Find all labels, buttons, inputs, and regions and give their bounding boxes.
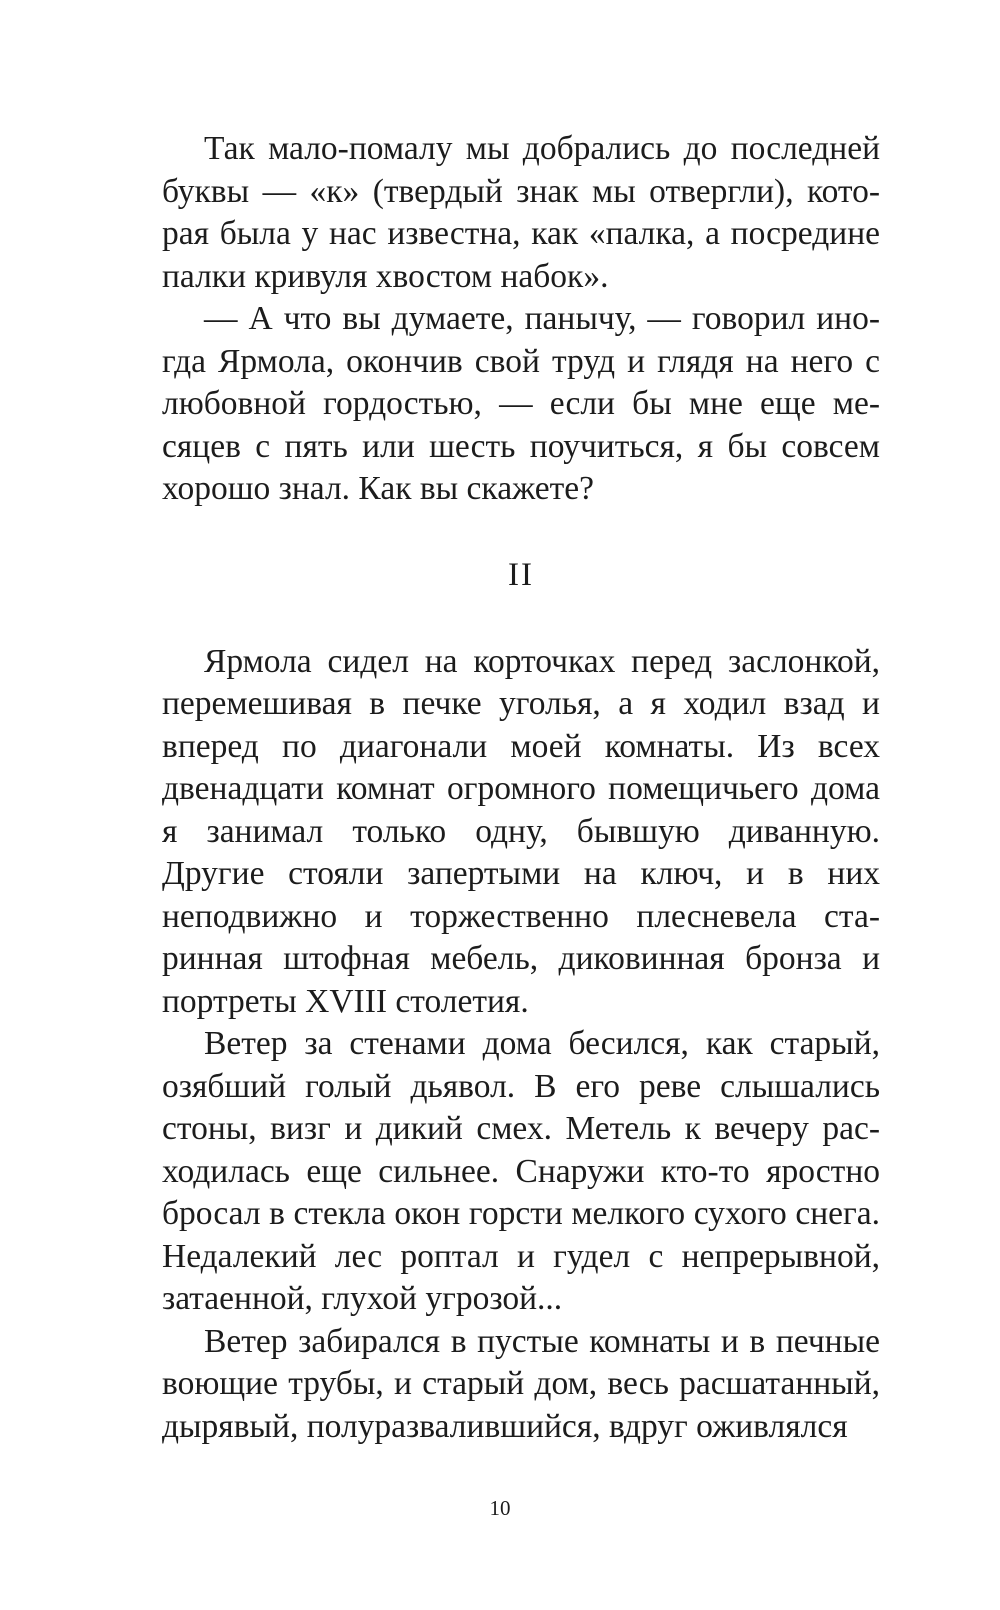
paragraph-alphabet-last-letter: Так мало-помалу мы добрались до последней буквы — «к» (твердый знак мы отвергли), которая была у нас известна, как «палка, а посредине палки кривуля хвостом набок». <box>162 130 880 295</box>
page-number: 10 <box>489 1496 511 1520</box>
paragraph-yarmola-question: — А что вы думаете, панычу, — говорил иногда Ярмола, окончив свой труд и глядя на него с любовной гордостью, — если бы мне еще месяцев с пять или шесть поучиться, я бы совсем хорошо знал. Как вы скажете? <box>162 300 880 507</box>
paragraph-wind-house: Ветер забирался в пустые комнаты и в печные воющие трубы, и старый дом, весь расшатанный, дырявый, полуразвалившийся, вдруг оживлялся <box>162 1322 880 1445</box>
paragraph-wind-storm: Ветер за стенами дома бесился, как старый, озябший голый дьявол. В его реве слышались стоны, визг и дикий смех. Метель к вечеру расходилась еще сильнее. Снаружи кто-то яростно бросал в стекла окон горсти мелкого сухого снега. Недалекий лес роптал и гудел с непрерывной, затаенной, глухой угрозой... <box>162 1025 880 1317</box>
text-column <box>162 128 880 1448</box>
paragraph-stove-room: Ярмола сидел на корточках перед заслонкой, перемешивая в печке уголья, а я ходил взад и вперед по диагонали моей комнаты. Из всех двенадцати комнат огромного помещичьего дома я занимал только одну, бывшую диванную. Другие стояли запертыми на ключ, и в них неподвижно и торжественно плесневела старинная штофная мебель, диковинная бронза и портреты XVIII столетия. <box>162 642 880 1020</box>
chapter-heading: II <box>508 557 534 593</box>
